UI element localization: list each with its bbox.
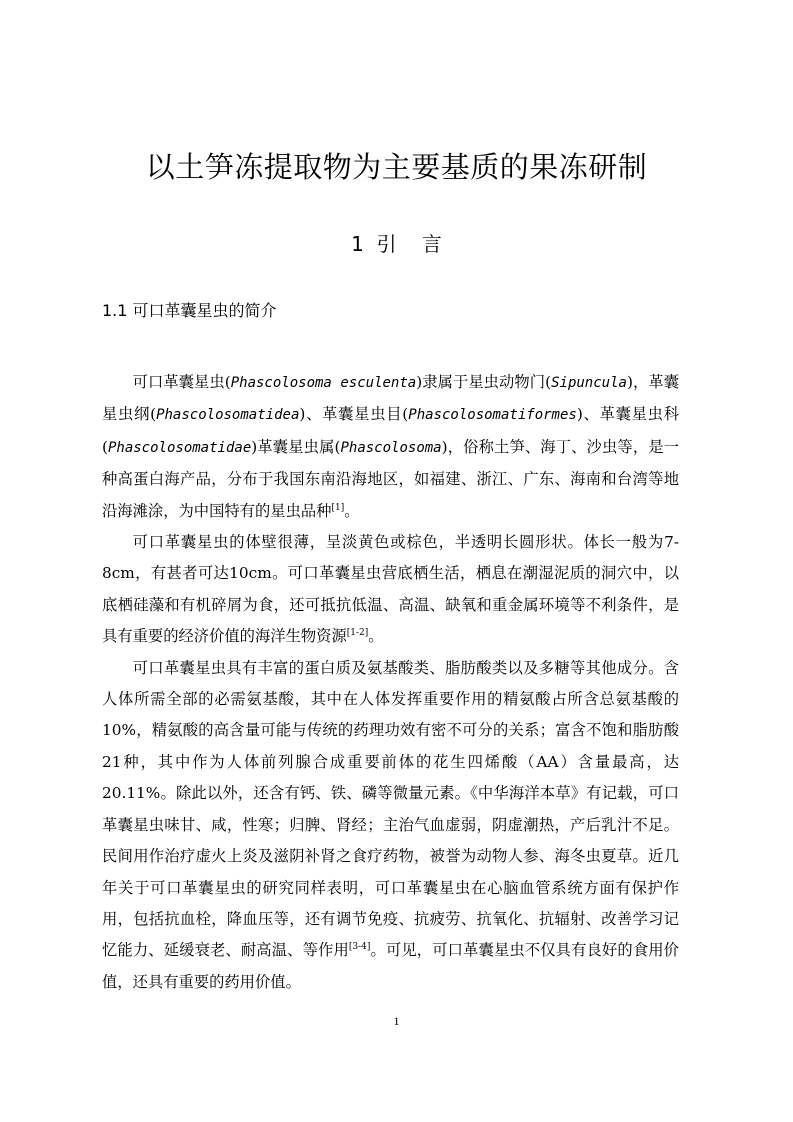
latin-name: Phascolosomatidea <box>156 407 300 424</box>
citation-ref: [1] <box>331 502 345 513</box>
text-run: 。可见，可口革囊星虫不仅具有良好的食用价值，还具有重要的药用价值。 <box>102 941 679 991</box>
latin-name: Phascolosoma esculenta <box>230 375 417 391</box>
chapter-heading: 1 引 言 <box>351 232 442 256</box>
text-run: )革囊星虫属( <box>251 437 341 456</box>
citation-ref: [3-4] <box>348 942 371 953</box>
body-text <box>102 367 679 998</box>
text-run: 可口革囊星虫( <box>132 373 231 391</box>
latin-name: Phascolosomatiformes <box>408 407 577 424</box>
text-run: )、革囊星虫目( <box>299 405 409 424</box>
paragraph-3 <box>102 653 679 998</box>
citation-ref: [1-2] <box>346 628 369 639</box>
page-number: 1 <box>393 1014 400 1028</box>
text-run: )，俗称土笋、海丁、沙虫等，是一种高蛋白海产品，分布于我国东南沿海地区，如福建、浙江、广东、海南和台湾等地沿海滩涂，为中国特有的星虫品种 <box>102 437 679 520</box>
latin-name: Phascolosoma <box>340 439 442 456</box>
paragraph-1 <box>102 367 679 527</box>
text-run: 可口革囊星虫的体壁很薄，呈淡黄色或棕色，半透明长圆形状。体长一般为7-8cm，有甚者可达10cm。可口革囊星虫营底栖生活，栖息在潮湿泥质的洞穴中，以底栖硅藻和有机碎屑为食，还可抵抗低温、高温、缺氧和重金属环境等不利条件，是具有重要的经济价值的海洋生物资源 <box>102 533 679 646</box>
section-heading: 1.1 可口革囊星虫的简介 <box>102 301 277 320</box>
text-run: 。 <box>344 501 360 520</box>
text-run: 。 <box>368 627 384 646</box>
text-run: 可口革囊星虫具有丰富的蛋白质及氨基酸类、脂肪酸类以及多糖等其他成分。含人体所需全部的必需氨基酸，其中在人体发挥重要作用的精氨酸占所含总氨基酸的10%，精氨酸的高含量可能与传统的药理功效有密不可分的关系；富含不饱和脂肪酸21种，其中作为人体前列腺合成重要前体的花生四烯酸（AA）含量最高，达20.11%。除此以外，还含有钙、铁、磷等微量元素。《中华海洋本草》有记载，可口革囊星虫味甘、咸，性寒；归脾、肾经；主治气血虚弱，阴虚潮热，产后乳汁不足。民间用作治疗虚火上炎及滋阴补肾之食疗药物，被誉为动物人参、海冬虫夏草。近几年关于可口革囊星虫的研究同样表明，可口革囊星虫在心脑血管系统方面有保护作用，包括抗血栓，降血压等，还有调节免疫、抗疲劳、抗氧化、抗辐射、改善学习记忆能力、延缓衰老、耐高温、等作用 <box>102 658 679 960</box>
paragraph-2 <box>102 527 679 653</box>
text-run: )、革囊星虫科( <box>102 405 680 456</box>
latin-name: Phascolosomatidae <box>107 439 252 456</box>
text-run: )隶属于星虫动物门( <box>416 373 552 391</box>
document-title: 以土笋冻提取物为主要基质的果冻研制 <box>145 150 648 184</box>
text-run: )，革囊星虫纲( <box>102 373 679 424</box>
latin-name: Sipuncula <box>551 375 627 391</box>
